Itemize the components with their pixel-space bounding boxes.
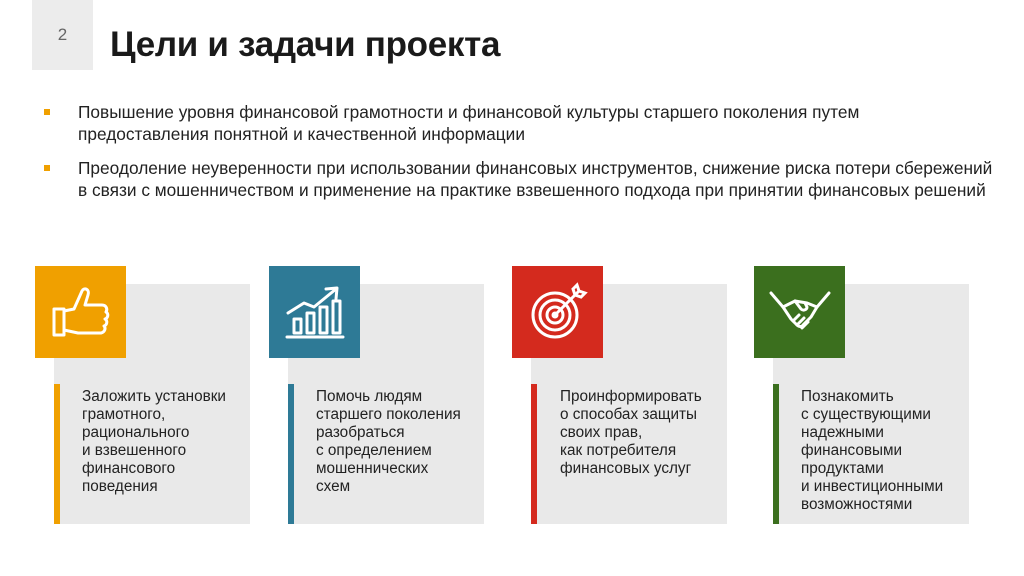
bullet-text: Преодоление неуверенности при использовании финансовых инструментов, снижение риска потери сбережений в связи с мошенничеством и применение на практике взвешенного подхода при принятии финансовых решений xyxy=(78,158,993,200)
card-icon-box xyxy=(754,266,845,358)
card-text: Помочь людям старшего поколения разобраться с определением мошеннических схем xyxy=(316,388,461,495)
list-item xyxy=(44,157,994,201)
bullet-marker xyxy=(44,109,50,115)
card-accent-bar xyxy=(773,384,779,524)
growth-chart-icon xyxy=(282,279,348,345)
goals-list xyxy=(44,101,994,213)
list-item xyxy=(44,101,994,145)
page-title: Цели и задачи проекта xyxy=(110,25,501,64)
slide-number: 2 xyxy=(32,0,93,70)
card-accent-bar xyxy=(288,384,294,524)
card-icon-box xyxy=(35,266,126,358)
card-text: Познакомить с существующими надежными финансовыми продуктами и инвестиционными возможностями xyxy=(801,388,944,513)
card-icon-box xyxy=(512,266,603,358)
target-icon xyxy=(525,279,591,345)
bullet-marker xyxy=(44,165,50,171)
handshake-icon xyxy=(767,279,833,345)
bullet-text: Повышение уровня финансовой грамотности и финансовой культуры старшего поколения путем предоставления понятной и качественной информации xyxy=(78,102,860,144)
thumbs-up-icon xyxy=(48,279,114,345)
card-icon-box xyxy=(269,266,360,358)
card-accent-bar xyxy=(54,384,60,524)
card-text: Заложить установки грамотного, рационального и взвешенного финансового поведения xyxy=(82,388,226,495)
card-text: Проинформировать о способах защиты своих прав, как потребителя финансовых услуг xyxy=(560,388,702,477)
card-accent-bar xyxy=(531,384,537,524)
